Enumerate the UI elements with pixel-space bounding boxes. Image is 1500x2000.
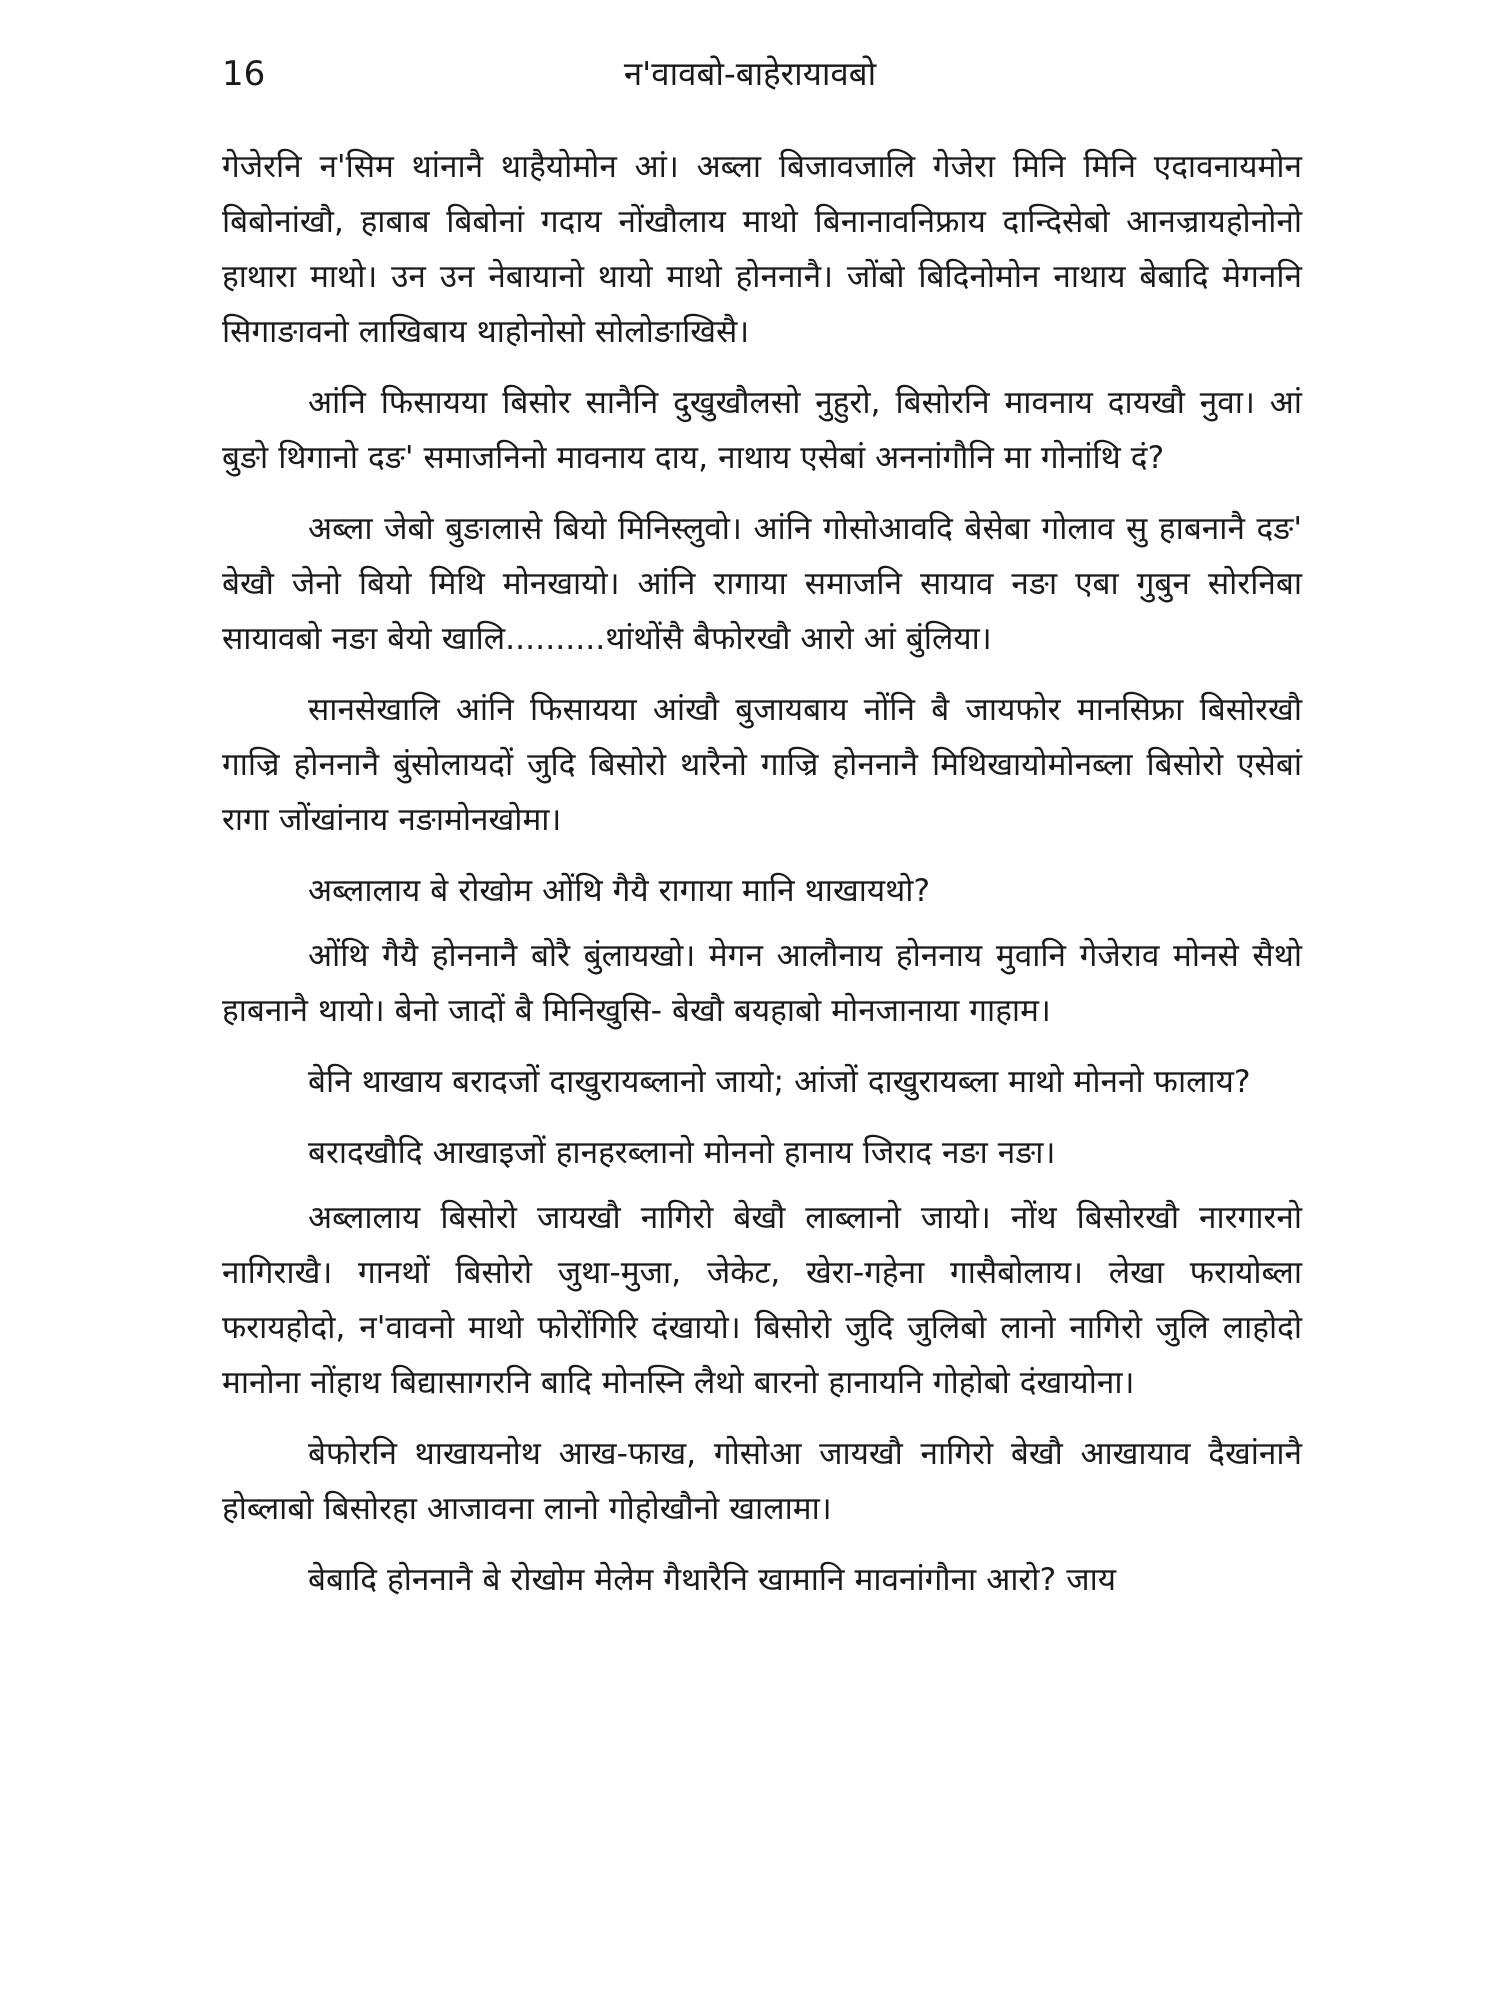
paragraph-1: गेजेरनि न'सिम थांनानै थाहैयोमोन आं। अब्ला बिजावजालि गेजेरा मिनि मिनि एदावनायमोन बिबोनांखौ, हाबाब बिबोनां गदाय नोंखौलाय माथो बिनानावनिफ्राय दान्दिसेबो आनज्रायहोनोनो हाथारा माथो। उन उन नेबायानो थायो माथो होननानै। जोंबो बिदिनोमोन नाथाय बेबादि मेगननि सिगाङावनो लाखिबाय थाहोनोसो सोलोङाखिसै।: [222, 149, 1302, 350]
paragraph-3: अब्ला जेबो बुङालासे बियो मिनिस्लुवो। आंनि गोसोआवदि बेसेबा गोलाव सु हाबनानै दङ' बेखौ जेनो बियो मिथि मोनखायो। आंनि रागाया समाजनि सायाव नङा एबा गुबुन सोरनिबा सायावबो नङा बेयो खालि..........थांथोंसै बैफोरखौ आरो आं बुंलिया।: [222, 511, 1302, 657]
body-text: [222, 140, 1302, 1624]
paragraph-4: सानसेखालि आंनि फिसायया आंखौ बुजायबाय नोंनि बै जायफोर मानसिफ्रा बिसोरखौ गाज्रि होननानै बुंसोलायदों जुदि बिसोरो थारैनो गाज्रि होननानै मिथिखायोमोनब्ला बिसोरो एसेबां रागा जोंखांनाय नङामोनखोमा।: [222, 692, 1302, 838]
page-number: 16: [222, 54, 266, 94]
paragraph-11: बेबादि होननानै बे रोखोम मेलेम गैथारैनि खामानि मावनांगौना आरो? जाय: [308, 1562, 1116, 1598]
paragraph-6: ओंथि गैयै होननानै बोरै बुंलायखो। मेगन आलौनाय होननाय मुवानि गेजेराव मोनसे सैथो हाबनानै थायो। बेनो जादों बै मिनिखुसि- बेखौ बयहाबो मोनजानाया गाहाम।: [222, 938, 1302, 1029]
paragraph-2: आंनि फिसायया बिसोर सानैनि दुखुखौलसो नुहुरो, बिसोरनि मावनाय दायखौ नुवा। आं बुङो थिगानो दङ' समाजनिनो मावनाय दाय, नाथाय एसेबां अननांगौनि मा गोनांथि दं?: [222, 385, 1302, 476]
paragraph-9: अब्लालाय बिसोरो जायखौ नागिरो बेखौ लाब्लानो जायो। नोंथ बिसोरखौ नारगारनो नागिराखै। गानथों बिसोरो जुथा-मुजा, जेकेट, खेरा-गहेना गासैबोलाय। लेखा फरायोब्ला फरायहोदो, न'वावनो माथो फोरोंगिरि दंखायो। बिसोरो जुदि जुलिबो लानो नागिरो जुलि लाहोदो मानोना नोंहाथ बिद्यासागरनि बादि मोनस्नि लैथो बारनो हानायनि गोहोबो दंखायोना।: [222, 1200, 1302, 1401]
running-title: न'वावबो-बाहेरायावबो: [623, 54, 877, 93]
paragraph-7: बेनि थाखाय बरादजों दाखुरायब्लानो जायो; आंजों दाखुरायब्ला माथो मोननो फालाय?: [308, 1064, 1251, 1100]
page-header: [0, 44, 1500, 104]
paragraph-8: बरादखौदि आखाइजों हानहरब्लानो मोननो हानाय जिराद नङा नङा।: [308, 1135, 1056, 1171]
paragraph-5: अब्लालाय बे रोखोम ओंथि गैयै रागाया मानि थाखायथो?: [308, 873, 931, 909]
paragraph-10: बेफोरनि थाखायनोथ आख-फाख, गोसोआ जायखौ नागिरो बेखौ आखायाव दैखांनानै होब्लाबो बिसोरहा आजावना लानो गोहोखौनो खालामा।: [222, 1436, 1302, 1527]
